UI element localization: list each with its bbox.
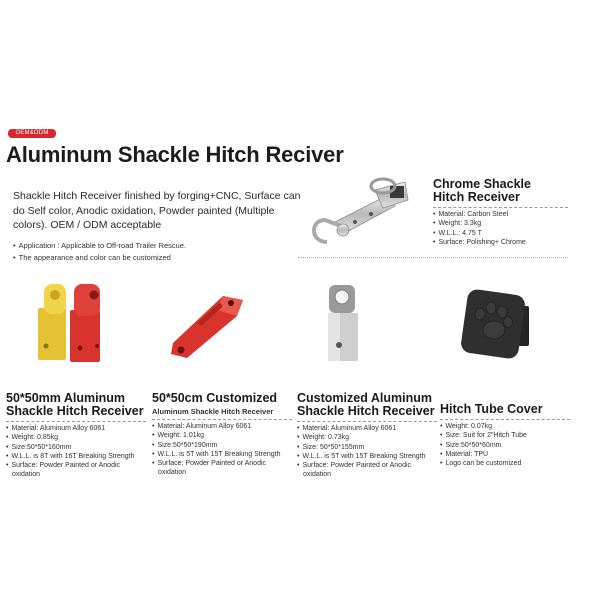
paw-hitch-tube-cover-image [460, 288, 535, 363]
intro-bullets [13, 240, 186, 264]
spec-item: • Weight: 1.01kg [152, 431, 292, 440]
silver-hitch-receiver-image [325, 283, 365, 365]
spec-item: • Size: Suit for 2"Hitch Tube [440, 431, 570, 440]
spec-item: • Weight: 0.07kg [440, 422, 570, 431]
featured-title-line1: Chrome Shackle [433, 177, 531, 191]
featured-product-card [433, 178, 568, 247]
spec-item: • Material: Aluminum Alloy 6061 [152, 422, 292, 431]
product-title-line1: Customized Aluminum [297, 391, 432, 405]
product-title-line1: Hitch Tube Cover [440, 402, 543, 416]
product-subtitle: Aluminum Shackle Hitch Receiver [152, 407, 274, 416]
intro-bullet: • Application : Applicable to Off-road Trailer Rescue. [13, 240, 186, 252]
spec-item: • Surface: Powder Painted or Anodic [6, 461, 146, 470]
spec-item-continued: oxidation [158, 469, 187, 477]
divider [152, 419, 292, 420]
product-card-hitch-tube-cover [440, 403, 570, 468]
spec-item: • Size: 50*50*155mm [297, 443, 437, 452]
product-card-customized-aluminum [297, 392, 437, 480]
divider [440, 419, 570, 420]
intro-bullet: • The appearance and color can be customized [13, 252, 186, 264]
spec-item: • Surface: Powder Painted or Anodic [152, 459, 292, 468]
product-specs [6, 424, 146, 480]
spec-item-continued: oxidation [12, 471, 41, 479]
page-title: Aluminum Shackle Hitch Reciver [6, 142, 344, 167]
spec-item: • W.L.L. is 8T with 16T Breaking Strength [6, 452, 146, 461]
product-card-50x50mm [6, 392, 146, 480]
spec-item: • Material: Aluminum Alloy 6061 [297, 424, 437, 433]
chrome-shackle-hitch-receiver-image [305, 172, 420, 252]
spec-item: • Material: TPU [440, 450, 570, 459]
product-title-line1: 50*50mm Aluminum [6, 391, 126, 405]
product-title-line2: Shackle Hitch Receiver [297, 404, 435, 418]
spec-item: • Size:50*50*160mm [6, 443, 146, 452]
divider [6, 421, 146, 422]
spec-item: • Weight: 0.85kg [6, 433, 146, 442]
featured-specs [433, 210, 568, 247]
section-divider [298, 257, 568, 258]
spec-item: • Size:50*50*190mm [152, 441, 292, 450]
product-card-50x50cm-customized [152, 392, 292, 478]
intro-description: Shackle Hitch Receiver finished by forging+CNC, Surface can do Self color, Anodic oxidation, Powder painted (Multiple colors). OEM / ODM acceptable [13, 190, 301, 231]
product-specs [297, 424, 437, 480]
spec-item: • W.L.L. is 5T with 15T Breaking Strength [297, 452, 437, 461]
spec-item: • Logo can be customized [440, 459, 570, 468]
spec-item: • W.L.L.: 4.75 T [433, 229, 568, 238]
spec-item: • Size:50*50*60mm [440, 441, 570, 450]
spec-item: • Surface: Powder Painted or Anodic [297, 461, 437, 470]
spec-item: • Weight: 3.3kg [433, 219, 568, 228]
divider [297, 421, 437, 422]
spec-item-continued: oxidation [303, 471, 332, 479]
spec-item: • Material: Aluminum Alloy 6061 [6, 424, 146, 433]
product-title-line1: 50*50cm Customized [152, 391, 278, 405]
featured-title-line2: Hitch Receiver [433, 190, 520, 204]
spec-item: • Surface: Polishing+ Chrome [433, 238, 568, 247]
spec-item: • W.L.L. is 5T with 15T Breaking Strength [152, 450, 292, 459]
divider [433, 207, 568, 208]
gold-red-hitch-receivers-image [30, 280, 110, 365]
product-title-line2: Shackle Hitch Receiver [6, 404, 144, 418]
product-specs [152, 422, 292, 478]
oem-odm-badge: OEM&ODM [8, 129, 56, 138]
spec-item: • Material: Carbon Steel [433, 210, 568, 219]
spec-item: • Weight: 0.73kg [297, 433, 437, 442]
product-specs [440, 422, 570, 468]
red-hitch-receiver-image [165, 288, 245, 360]
